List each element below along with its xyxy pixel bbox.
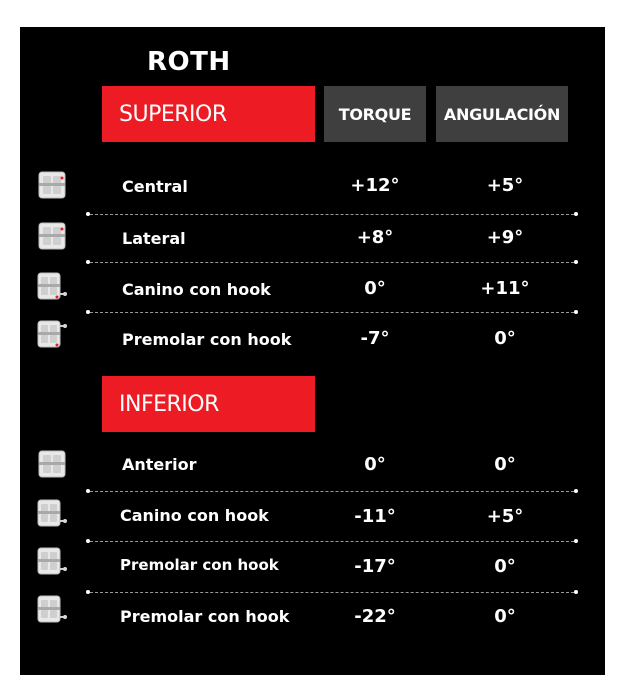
inferior-row-label: Anterior bbox=[122, 455, 197, 474]
angulacion-column-header: ANGULACIÓN bbox=[436, 86, 568, 142]
row-separator bbox=[90, 262, 574, 263]
superior-row-angulacion: +9° bbox=[486, 227, 524, 248]
inferior-row-torque: 0° bbox=[364, 454, 386, 475]
inferior-row-torque: -17° bbox=[354, 556, 396, 577]
bracket-hook-icon bbox=[36, 546, 68, 576]
bracket-hook-icon bbox=[36, 271, 68, 301]
bracket-hook-icon bbox=[36, 594, 68, 624]
superior-row-label: Lateral bbox=[122, 229, 186, 248]
tooth-icon bbox=[36, 546, 68, 580]
inferior-row-label: Canino con hook bbox=[120, 506, 269, 525]
superior-row-torque: +12° bbox=[350, 175, 400, 196]
tooth-icon bbox=[36, 221, 68, 255]
bracket-icon bbox=[36, 221, 68, 251]
superior-row-label: Premolar con hook bbox=[122, 330, 292, 349]
bracket-icon bbox=[36, 170, 68, 200]
inferior-row-angulacion: 0° bbox=[494, 606, 516, 627]
inferior-row-angulacion: 0° bbox=[494, 454, 516, 475]
inferior-row-angulacion: +5° bbox=[486, 506, 524, 527]
tooth-icon bbox=[36, 449, 68, 483]
tooth-icon bbox=[36, 594, 68, 628]
bracket-hook-icon bbox=[36, 319, 68, 349]
tooth-icon bbox=[36, 271, 68, 305]
inferior-row-torque: -22° bbox=[354, 606, 396, 627]
row-separator bbox=[90, 592, 574, 593]
superior-row-angulacion: +5° bbox=[486, 175, 524, 196]
bracket-icon bbox=[36, 449, 68, 479]
row-separator bbox=[90, 541, 574, 542]
superior-row-angulacion: 0° bbox=[494, 328, 516, 349]
superior-row-label: Canino con hook bbox=[122, 280, 271, 299]
superior-header: SUPERIOR bbox=[102, 86, 315, 142]
row-separator bbox=[90, 214, 574, 215]
superior-row-torque: +8° bbox=[356, 227, 394, 248]
inferior-row-label: Premolar con hook bbox=[120, 556, 279, 574]
prescription-panel bbox=[20, 27, 605, 675]
prescription-title: ROTH bbox=[147, 47, 231, 77]
torque-column-header: TORQUE bbox=[324, 86, 426, 142]
tooth-icon bbox=[36, 319, 68, 353]
row-separator bbox=[90, 491, 574, 492]
inferior-header: INFERIOR bbox=[102, 376, 315, 432]
superior-row-torque: 0° bbox=[364, 278, 386, 299]
inferior-row-angulacion: 0° bbox=[494, 556, 516, 577]
superior-row-angulacion: +11° bbox=[480, 278, 530, 299]
tooth-icon bbox=[36, 170, 68, 204]
tooth-icon bbox=[36, 498, 68, 532]
superior-row-label: Central bbox=[122, 177, 188, 196]
row-separator bbox=[90, 312, 574, 313]
superior-row-torque: -7° bbox=[360, 328, 390, 349]
inferior-row-label: Premolar con hook bbox=[120, 607, 290, 626]
bracket-hook-icon bbox=[36, 498, 68, 528]
inferior-row-torque: -11° bbox=[354, 506, 396, 527]
